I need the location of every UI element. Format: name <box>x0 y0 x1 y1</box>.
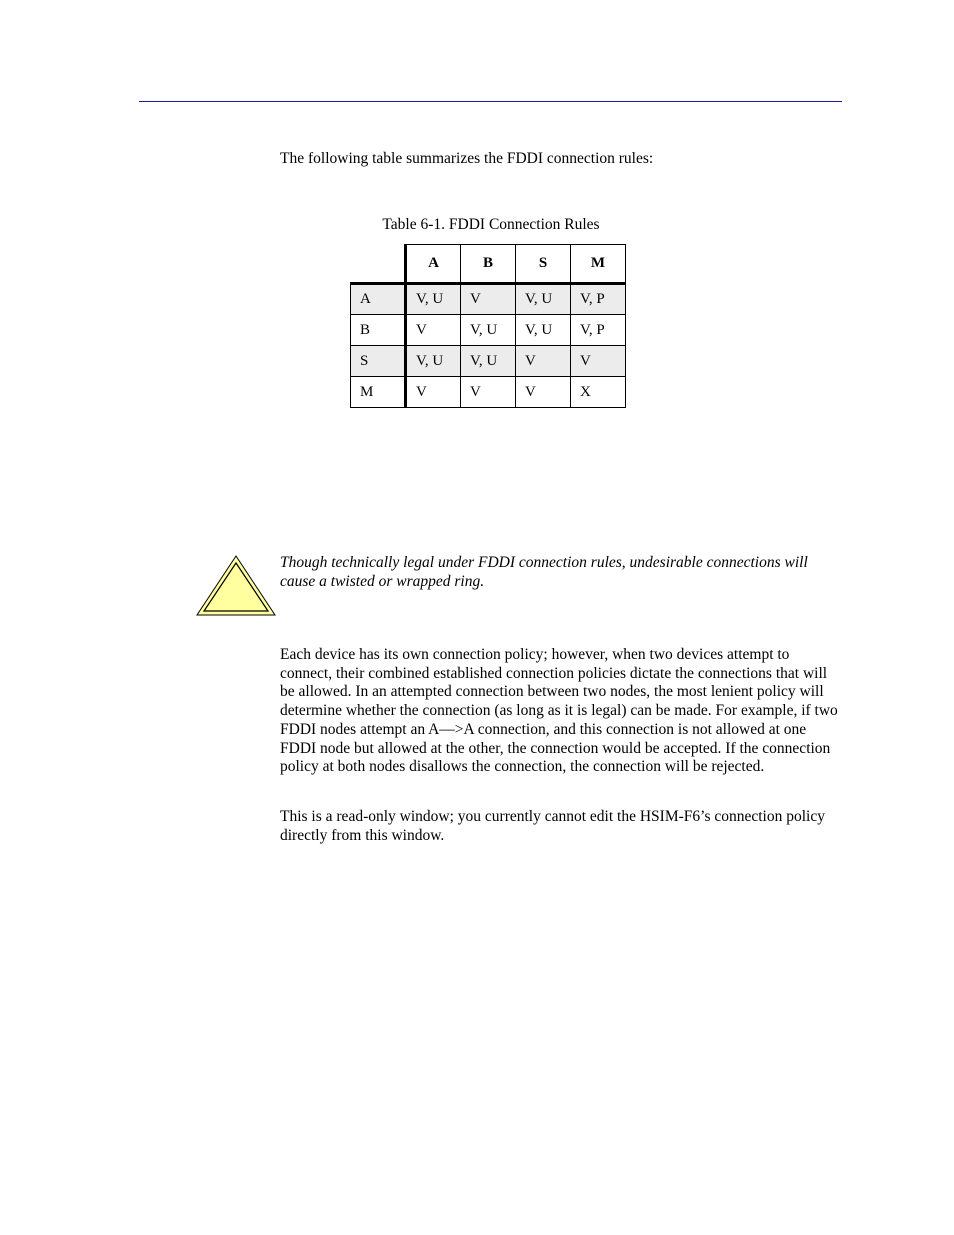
table-caption: Table 6-1. FDDI Connection Rules <box>382 216 600 233</box>
table-header-row <box>351 245 626 284</box>
table-cell: V <box>406 377 461 408</box>
table-cell: V, U <box>406 284 461 315</box>
column-header-a: A <box>406 245 461 284</box>
table-cell: V <box>461 284 516 315</box>
table-cell: V <box>571 346 626 377</box>
fddi-connection-rules-table <box>350 244 626 408</box>
intro-text: The following table summarizes the FDDI connection rules: <box>280 150 654 167</box>
row-header-a: A <box>351 284 406 315</box>
row-header-s: S <box>351 346 406 377</box>
column-header-s: S <box>516 245 571 284</box>
column-header-b: B <box>461 245 516 284</box>
read-only-window-paragraph: This is a read-only window; you currently cannot edit the HSIM-F6’s connection policy directly from this window. <box>280 808 825 844</box>
row-header-m: M <box>351 377 406 408</box>
table-cell: V, U <box>406 346 461 377</box>
table-cell: V <box>461 377 516 408</box>
table-row <box>351 284 626 315</box>
caution-text: Though technically legal under FDDI connection rules, undesirable connections will cause a twisted or wrapped ring. <box>280 554 808 590</box>
table-corner-cell <box>351 245 406 284</box>
table-row <box>351 346 626 377</box>
table-cell: V, P <box>571 284 626 315</box>
table-cell: V, U <box>461 346 516 377</box>
column-header-m: M <box>571 245 626 284</box>
connection-policy-paragraph: Each device has its own connection policy; however, when two devices attempt to connect, their combined established connection policies dictate the connections that will be allowed. In an attempted connection between two nodes, the most lenient policy will determine whether the connection (as long as it is legal) can be made. For example, if two FDDI nodes attempt an A—>A connection, and this connection is not allowed at one FDDI node but allowed at the other, the connection would be accepted. If the connection policy at both nodes disallows the connection, the connection will be rejected. <box>280 646 838 776</box>
header-rule <box>139 101 842 102</box>
table-cell: V <box>516 377 571 408</box>
table-cell: V <box>406 315 461 346</box>
table-cell: V, P <box>571 315 626 346</box>
table-cell: V, U <box>516 315 571 346</box>
table-row <box>351 377 626 408</box>
table-cell: X <box>571 377 626 408</box>
table-cell: V <box>516 346 571 377</box>
table-cell: V, U <box>461 315 516 346</box>
table-row <box>351 315 626 346</box>
caution-triangle-icon <box>196 555 276 617</box>
table-cell: V, U <box>516 284 571 315</box>
row-header-b: B <box>351 315 406 346</box>
